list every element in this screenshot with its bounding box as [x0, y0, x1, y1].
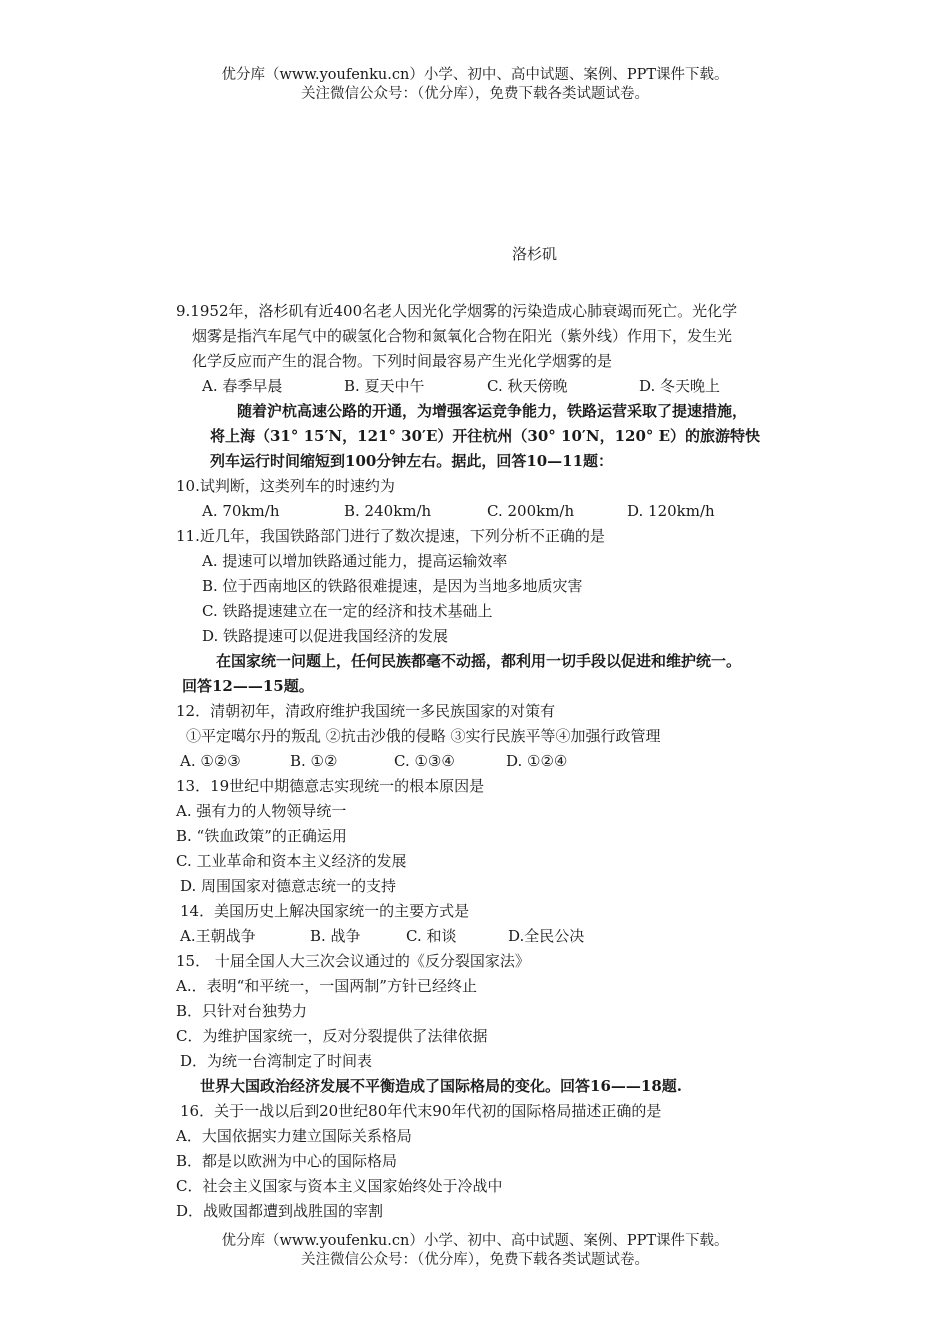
- q15-option-a: A.．表明“和平统一，一国两制”方针已经终止: [176, 977, 477, 995]
- q12-option-a: A. ①②③: [180, 752, 241, 770]
- page-footer-line-2: 关注微信公众号：（优分库），免费下载各类试题试卷。: [301, 1252, 649, 1268]
- q11-option-c: C. 铁路提速建立在一定的经济和技术基础上: [202, 602, 493, 620]
- intro-12-15-line-2: 回答12——15题。: [182, 677, 314, 695]
- q10-options: [202, 501, 715, 521]
- intro-10-11-line-1: 随着沪杭高速公路的开通，为增强客运竞争能力，铁路运营采取了提速措施，: [237, 402, 748, 420]
- q12-option-c: C. ①③④: [394, 752, 455, 770]
- q13-option-c: C. 工业革命和资本主义经济的发展: [176, 852, 407, 870]
- q9-option-b: B. 夏天中午: [344, 377, 425, 395]
- q16-option-c: C．社会主义国家与资本主义国家始终处于冷战中: [176, 1177, 503, 1195]
- page-header-line-2: 关注微信公众号：（优分库），免费下载各类试题试卷。: [301, 86, 649, 102]
- q9-option-d: D. 冬天晚上: [639, 377, 721, 395]
- q10-option-d: D. 120km/h: [627, 502, 715, 520]
- q12-option-b: B. ①②: [290, 752, 338, 770]
- intro-16-18: 世界大国政治经济发展不平衡造成了国际格局的变化。回答16——18题.: [200, 1077, 682, 1095]
- intro-10-11-line-2: 将上海（31° 15′N，121° 30′E）开往杭州（30° 10′N，120° E）的旅游特快: [210, 427, 761, 445]
- q10-stem: 10.试判断，这类列车的时速约为: [176, 477, 395, 495]
- q10-option-b: B. 240km/h: [344, 502, 432, 520]
- q10-option-a: A. 70km/h: [202, 502, 280, 520]
- page-header-line-1: 优分库（www.youfenku.cn）小学、初中、高中试题、案例、PPT课件下载。: [221, 67, 729, 83]
- q14-options: [180, 926, 584, 946]
- q13-stem: 13．19世纪中期德意志实现统一的根本原因是: [176, 777, 485, 795]
- q9-stem-line-1: 9.1952年，洛杉矶有近400名老人因光化学烟雾的污染造成心肺衰竭而死亡。光化学: [176, 302, 738, 320]
- q16-option-d: D．战败国都遭到战胜国的宰割: [176, 1202, 384, 1220]
- q11-option-b: B. 位于西南地区的铁路很难提速，是因为当地多地质灾害: [202, 577, 583, 595]
- q12-option-d: D. ①②④: [506, 752, 568, 770]
- intro-12-15-line-1: 在国家统一问题上，任何民族都毫不动摇，都利用一切手段以促进和维护统一。: [216, 652, 742, 670]
- figure-caption: 洛杉矶: [512, 245, 558, 263]
- q11-option-d: D. 铁路提速可以促进我国经济的发展: [202, 627, 449, 645]
- q13-option-b: B. “铁血政策”的正确运用: [176, 827, 347, 845]
- q11-option-a: A. 提速可以增加铁路通过能力，提高运输效率: [202, 552, 508, 570]
- q13-option-d: D. 周围国家对德意志统一的支持: [180, 877, 397, 895]
- page-footer-line-1: 优分库（www.youfenku.cn）小学、初中、高中试题、案例、PPT课件下载。: [221, 1233, 729, 1249]
- q14-stem: 14．美国历史上解决国家统一的主要方式是: [180, 902, 470, 920]
- q14-option-a: A.王朝战争: [180, 927, 256, 945]
- intro-10-11-line-3: 列车运行时间缩短到100分钟左右。据此，回答10—11题：: [210, 452, 614, 470]
- q16-option-b: B．都是以欧洲为中心的国际格局: [176, 1152, 398, 1170]
- q15-stem: 15． 十届全国人大三次会议通过的《反分裂国家法》: [176, 952, 530, 970]
- q16-option-a: A．大国依据实力建立国际关系格局: [176, 1127, 412, 1145]
- q14-option-b: B. 战争: [310, 927, 361, 945]
- q10-option-c: C. 200km/h: [487, 502, 575, 520]
- q15-option-d: D．为统一台湾制定了时间表: [180, 1052, 373, 1070]
- q15-option-b: B．只针对台独势力: [176, 1002, 308, 1020]
- q14-option-d: D.全民公决: [508, 927, 585, 945]
- q9-option-c: C. 秋天傍晚: [487, 377, 568, 395]
- q12-items: ①平定噶尔丹的叛乱 ②抗击沙俄的侵略 ③实行民族平等④加强行政管理: [186, 727, 661, 745]
- q13-option-a: A. 强有力的人物领导统一: [176, 802, 347, 820]
- q9-stem-line-3: 化学反应而产生的混合物。下列时间最容易产生光化学烟雾的是: [192, 352, 613, 370]
- q9-options: [202, 376, 720, 396]
- q16-stem: 16．关于一战以后到20世纪80年代末90年代初的国际格局描述正确的是: [180, 1102, 662, 1120]
- q9-option-a: A. 春季早晨: [202, 377, 283, 395]
- q9-stem-line-2: 烟雾是指汽车尾气中的碳氢化合物和氮氧化合物在阳光（紫外线）作用下，发生光: [192, 327, 733, 345]
- q11-stem: 11.近几年，我国铁路部门进行了数次提速，下列分析不正确的是: [176, 527, 605, 545]
- q15-option-c: C．为维护国家统一，反对分裂提供了法律依据: [176, 1027, 488, 1045]
- q12-options: [180, 751, 567, 771]
- q12-stem: 12．清朝初年，清政府维护我国统一多民族国家的对策有: [176, 702, 556, 720]
- q14-option-c: C. 和谈: [406, 927, 457, 945]
